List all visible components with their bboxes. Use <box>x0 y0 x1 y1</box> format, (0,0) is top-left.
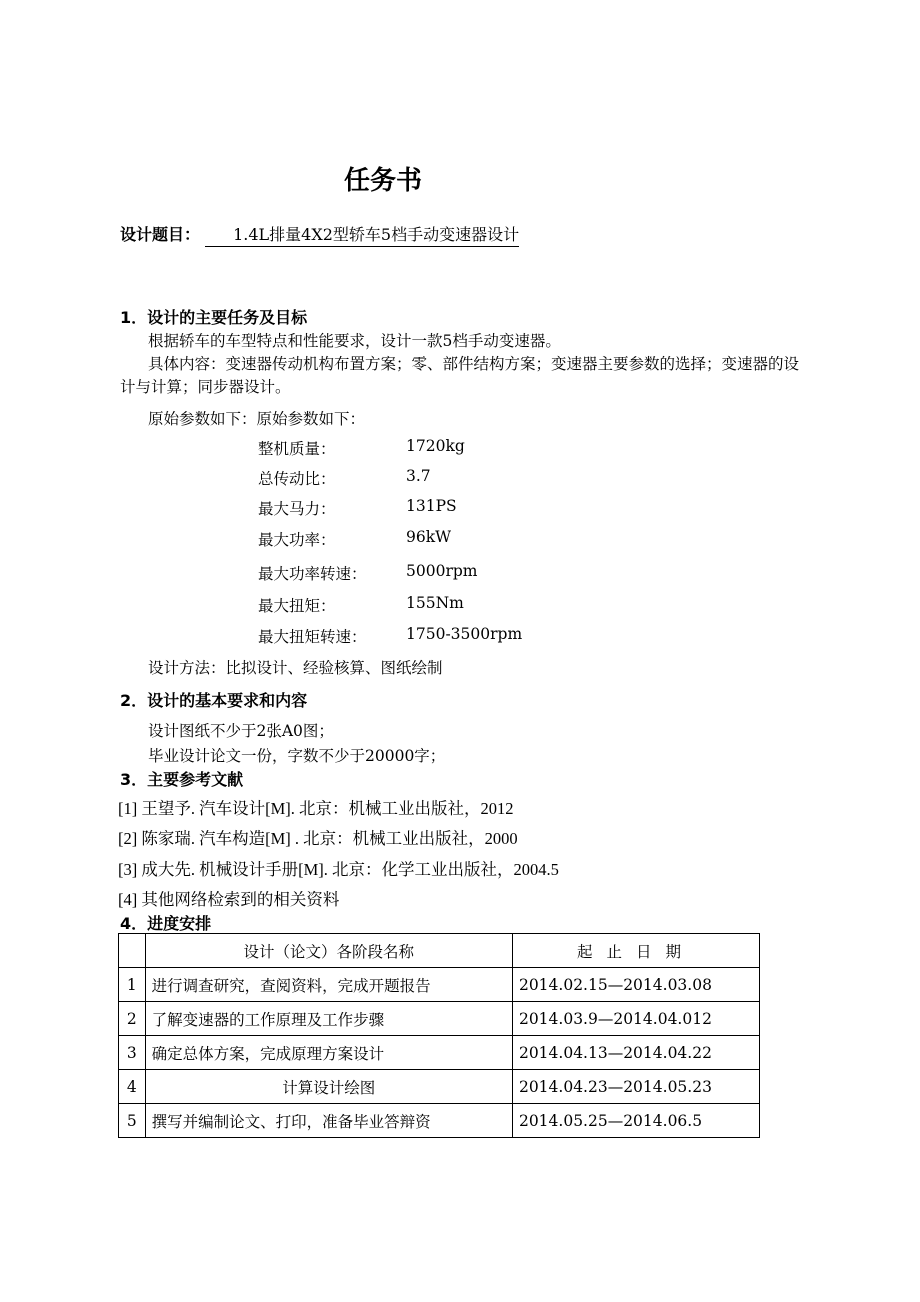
section1-line1: 根据轿车的车型特点和性能要求，设计一款5档手动变速器。 <box>148 332 561 350</box>
row-index: 2 <box>119 1002 146 1036</box>
param-label: 最大马力： <box>258 500 336 518</box>
row-stage-name: 计算设计绘图 <box>145 1070 512 1104</box>
table-header-row <box>119 934 760 968</box>
reference-item: [4] 其他网络检索到的相关资料 <box>118 890 340 909</box>
table-row <box>119 1070 760 1104</box>
row-date: 2014.04.13—2014.04.22 <box>512 1036 759 1070</box>
header-index-cell <box>119 934 146 968</box>
param-value: 1720kg <box>406 437 465 455</box>
param-value: 155Nm <box>406 594 464 612</box>
reference-item: [2] 陈家瑞. 汽车构造[M] . 北京：机械工业出版社，2000 <box>118 829 518 848</box>
row-stage-name: 撰写并编制论文、打印，准备毕业答辩资 <box>145 1104 512 1138</box>
row-stage-name: 了解变速器的工作原理及工作步骤 <box>145 1002 512 1036</box>
section3-heading: 3．主要参考文献 <box>120 770 244 789</box>
header-stage-name: 设计（论文）各阶段名称 <box>145 934 512 968</box>
row-index: 4 <box>119 1070 146 1104</box>
design-topic-label: 设计题目： <box>120 225 201 244</box>
header-date: 起止日期 <box>512 934 759 968</box>
row-date: 2014.05.25—2014.06.5 <box>512 1104 759 1138</box>
row-stage-name: 进行调查研究，查阅资料，完成开题报告 <box>145 968 512 1002</box>
table-row <box>119 968 760 1002</box>
design-topic <box>120 222 519 247</box>
row-date: 2014.04.23—2014.05.23 <box>512 1070 759 1104</box>
param-value: 96kW <box>406 528 452 546</box>
row-index: 3 <box>119 1036 146 1070</box>
param-value: 1750-3500rpm <box>406 625 523 643</box>
row-index: 1 <box>119 968 146 1002</box>
section1-line2: 具体内容：变速器传动机构布置方案；零、部件结构方案；变速器主要参数的选择；变速器的设计与计算；同步器设计。 <box>120 355 800 396</box>
table-row <box>119 1036 760 1070</box>
param-value: 3.7 <box>406 467 431 485</box>
section2-line1: 设计图纸不少于2张A0图； <box>148 722 334 740</box>
param-value: 131PS <box>406 497 457 515</box>
param-label: 最大功率转速： <box>258 565 367 583</box>
section2-heading: 2．设计的基本要求和内容 <box>120 691 308 710</box>
param-label: 总传动比： <box>258 470 336 488</box>
row-stage-name: 确定总体方案，完成原理方案设计 <box>145 1036 512 1070</box>
param-label: 整机质量： <box>258 440 336 458</box>
design-topic-value: 1.4L排量4X2型轿车5档手动变速器设计 <box>205 222 519 247</box>
param-label: 最大扭矩转速： <box>258 628 367 646</box>
table-row <box>119 1002 760 1036</box>
param-label: 最大功率： <box>258 531 336 549</box>
params-intro: 原始参数如下：原始参数如下： <box>148 410 366 428</box>
page-title: 任务书 <box>343 166 422 196</box>
section1-heading: 1．设计的主要任务及目标 <box>120 308 308 327</box>
design-method: 设计方法：比拟设计、经验核算、图纸绘制 <box>148 659 443 677</box>
param-label: 最大扭矩： <box>258 597 336 615</box>
table-row <box>119 1104 760 1138</box>
reference-item: [1] 王望予. 汽车设计[M]. 北京：机械工业出版社，2012 <box>118 799 514 818</box>
row-index: 5 <box>119 1104 146 1138</box>
row-date: 2014.02.15—2014.03.08 <box>512 968 759 1002</box>
reference-item: [3] 成大先. 机械设计手册[M]. 北京：化学工业出版社，2004.5 <box>118 860 559 879</box>
row-date: 2014.03.9—2014.04.012 <box>512 1002 759 1036</box>
section4-heading: 4．进度安排 <box>120 914 212 933</box>
schedule-table <box>118 933 760 1138</box>
section2-line2: 毕业设计论文一份，字数不少于20000字； <box>148 747 446 765</box>
param-value: 5000rpm <box>406 562 478 580</box>
